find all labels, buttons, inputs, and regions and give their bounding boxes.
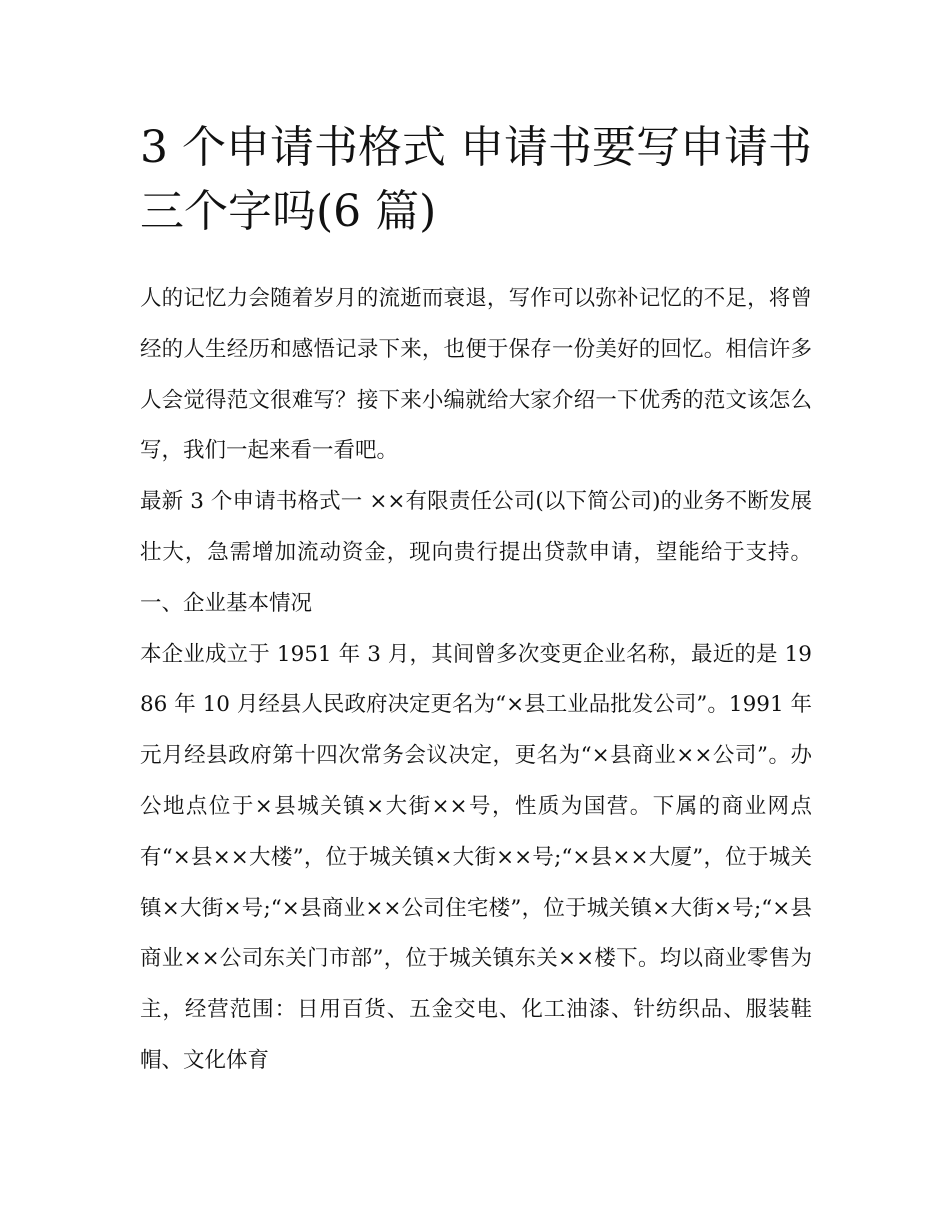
paragraph-application: 最新 3 个申请书格式一 ××有限责任公司(以下简公司)的业务不断发展壮大，急需增加流动资金，现向贵行提出贷款申请，望能给于支持。 一、企业基本情况	[140, 489, 812, 616]
paragraph-intro: 人的记忆力会随着岁月的流逝而衰退，写作可以弥补记忆的不足，将曾经的人生经历和感悟记录下来，也便于保存一份美好的回忆。相信许多人会觉得范文很难写？接下来小编就给大家介绍一下优秀的范文该怎么写，我们一起来看一看吧。	[140, 286, 812, 464]
document-body	[140, 274, 812, 1087]
document-title: 3 个申请书格式 申请书要写申请书三个字吗(6 篇)	[140, 122, 812, 237]
paragraph-company-info: 本企业成立于 1951 年 3 月，其间曾多次变更企业名称，最近的是 1986 年 10 月经县人民政府决定更名为“×县工业品批发公司”。1991 年元月经县政府第十四次常务会议决定，更名为“×县商业××公司”。办公地点位于×县城关镇×大街××号，性质为国营。下属的商业网点有“×县××大楼”，位于城关镇×大街××号;“×县××大厦”，位于城关镇×大街×号;“×县商业××公司住宅楼”，位于城关镇×大街×号;“×县商业××公司东关门市部”，位于城关镇东关××楼下。均以商业零售为主，经营范围：日用百货、五金交电、化工油漆、针纺织品、服装鞋帽、文化体育	[140, 641, 812, 1073]
